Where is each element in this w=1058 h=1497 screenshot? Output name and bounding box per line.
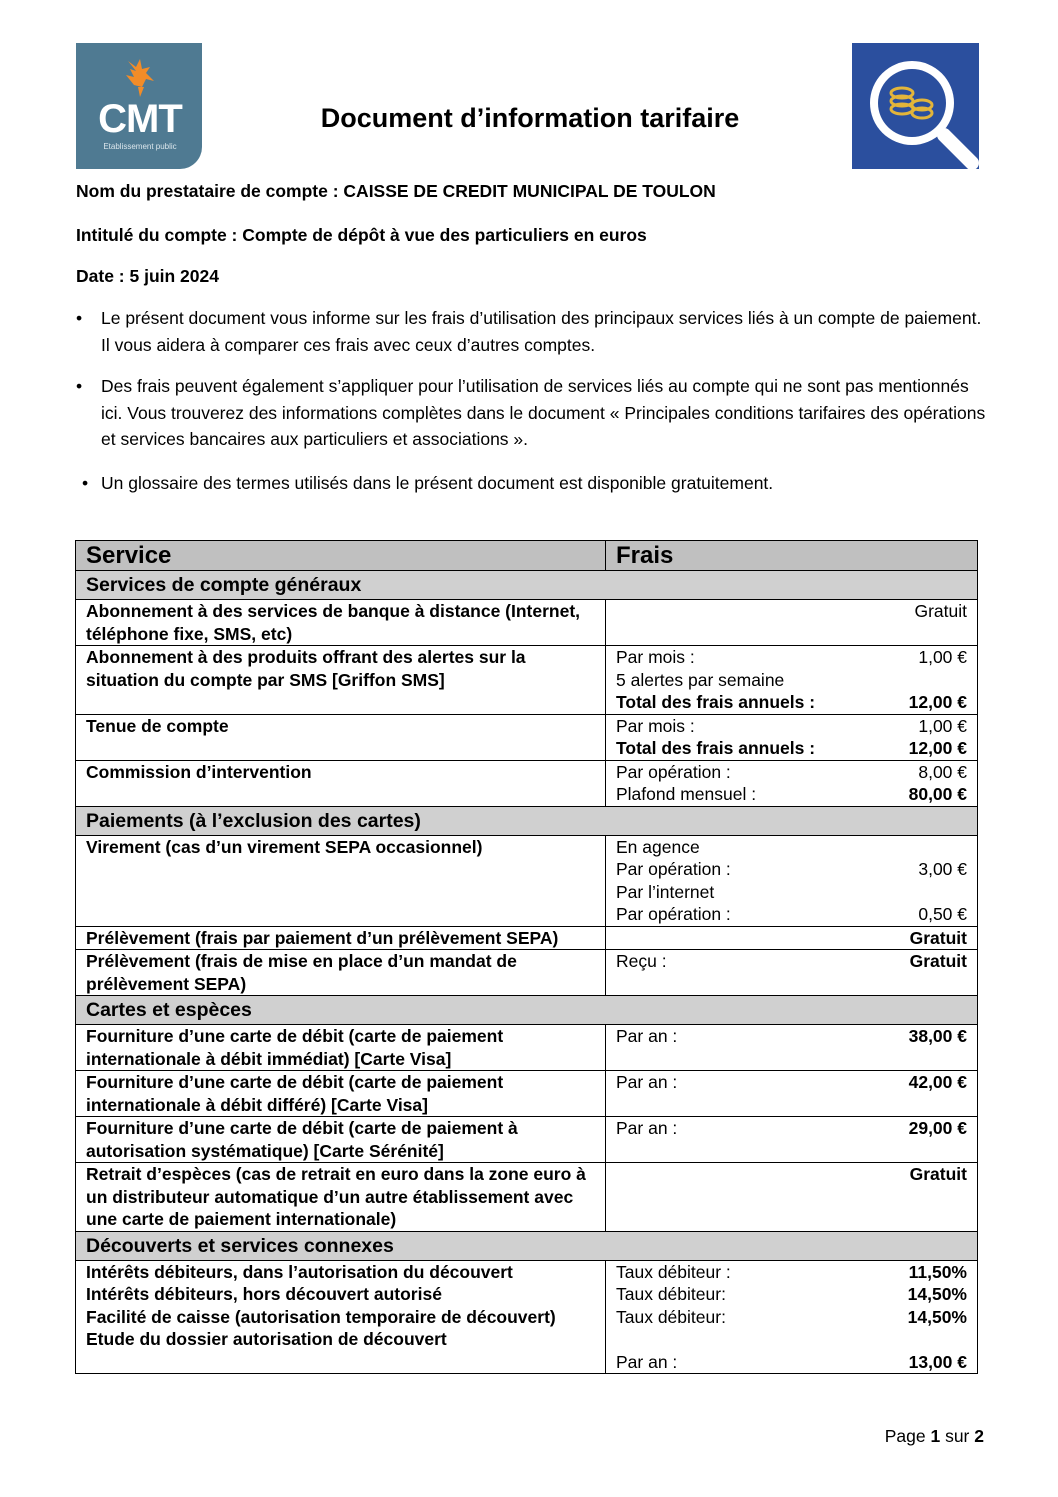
fee-label: Taux débiteur: (616, 1306, 726, 1327)
fee-value: Gratuit (909, 951, 967, 971)
table-row (76, 760, 978, 806)
fee-value: 0,50 € (918, 904, 967, 924)
of-word: sur (945, 1426, 970, 1446)
current-page: 1 (930, 1426, 941, 1446)
table-row (76, 646, 978, 715)
section-row (76, 806, 978, 835)
service-cell: Prélèvement (frais par paiement d’un prélèvement SEPA) (76, 926, 606, 950)
fee-cell: Gratuit (606, 1163, 978, 1232)
fee-value: 29,00 € (908, 1118, 967, 1138)
service-line: Etude du dossier autorisation de découvert (86, 1329, 447, 1349)
bullet-item (76, 470, 986, 497)
fee-value: 14,50% (907, 1306, 967, 1327)
service-cell: Virement (cas d’un virement SEPA occasionnel) (76, 835, 606, 926)
bullet-dot: • (76, 376, 83, 396)
fee-label: Par mois : (616, 647, 695, 667)
fee-cell (606, 950, 978, 996)
table-row (76, 1117, 978, 1163)
page-number (885, 1426, 984, 1447)
fee-value: 12,00 € (908, 692, 967, 712)
fee-label: Par l’internet (616, 881, 715, 902)
fee-label: Par an : (616, 1026, 678, 1046)
bullet-item (76, 305, 986, 358)
fee-value: 8,00 € (918, 761, 967, 782)
fee-cell (606, 1071, 978, 1117)
service-cell: Fourniture d’une carte de débit (carte de paiement internationale à débit immédiat) [Carte Visa] (76, 1025, 606, 1071)
fee-label: Taux débiteur: (616, 1284, 726, 1304)
fees-table (75, 540, 978, 1374)
service-cell: Abonnement à des produits offrant des alertes sur la situation du compte par SMS [Griffon SMS] (76, 646, 606, 715)
service-cell: Retrait d’espèces (cas de retrait en euro dans la zone euro à un distributeur automatique d’un autre établissement avec une carte de paiement internationale) (76, 1163, 606, 1232)
fee-value: 14,50% (907, 1284, 967, 1304)
bullet-item (76, 373, 986, 453)
service-cell: Fourniture d’une carte de débit (carte de paiement internationale à débit différé) [Carte Visa] (76, 1071, 606, 1117)
bullet-text: Un glossaire des termes utilisés dans le présent document est disponible gratuitement. (101, 473, 774, 493)
page-word: Page (884, 1426, 926, 1446)
fee-cell (606, 646, 978, 715)
section-row (76, 996, 978, 1025)
fee-label: Par opération : (616, 904, 731, 924)
magnifier-coins-icon (852, 43, 979, 169)
service-line: Intérêts débiteurs, dans l’autorisation du découvert (86, 1261, 513, 1282)
section-row (76, 571, 978, 600)
fee-cell: Gratuit (606, 926, 978, 950)
header-fees: Frais (606, 541, 978, 571)
fee-label: Par an : (616, 1351, 678, 1372)
cmt-logo (76, 43, 202, 169)
bullet-dot: • (82, 473, 89, 493)
fee-cell: Gratuit (606, 600, 978, 646)
service-cell: Tenue de compte (76, 714, 606, 760)
bullet-dot: • (76, 308, 83, 328)
fee-label: Par opération : (616, 761, 731, 782)
section-title: Paiements (à l’exclusion des cartes) (76, 806, 978, 835)
fee-label: Par opération : (616, 859, 731, 879)
section-title: Cartes et espèces (76, 996, 978, 1025)
bullet-text: Des frais peuvent également s’appliquer pour l’utilisation de services liés au compte qui ne sont pas mentionnés ici. Vous trouverez des informations complètes dans le document « Principales conditions tarifaires des opérations et services bancaires aux particuliers et associations ». (101, 376, 986, 449)
fee-label: Plafond mensuel : (616, 784, 757, 804)
fee-value: 13,00 € (908, 1351, 967, 1372)
fee-cell (606, 760, 978, 806)
griffin-icon (120, 57, 158, 99)
provider-name: Nom du prestataire de compte : CAISSE DE CREDIT MUNICIPAL DE TOULON (76, 181, 716, 201)
document-date: Date : 5 juin 2024 (76, 266, 219, 286)
service-cell (76, 1260, 606, 1374)
fee-label: Total des frais annuels : (616, 692, 816, 712)
section-title: Services de compte généraux (76, 571, 978, 600)
table-row (76, 950, 978, 996)
service-cell: Commission d’intervention (76, 760, 606, 806)
fee-cell (606, 835, 978, 926)
fee-value: 1,00 € (918, 647, 967, 667)
account-title: Intitulé du compte : Compte de dépôt à vue des particuliers en euros (76, 225, 647, 245)
fee-value: 1,00 € (918, 715, 967, 736)
table-row (76, 1025, 978, 1071)
table-row (76, 1163, 978, 1232)
fee-label: Total des frais annuels : (616, 738, 816, 758)
fee-label: Taux débiteur : (616, 1261, 731, 1282)
fee-label: Par mois : (616, 715, 695, 736)
table-row (76, 835, 978, 926)
fee-label: En agence (616, 836, 700, 857)
header-service: Service (76, 541, 606, 571)
table-row (76, 926, 978, 950)
fee-value: 3,00 € (918, 859, 967, 879)
fee-label: Reçu : (616, 951, 667, 971)
total-pages: 2 (974, 1426, 984, 1446)
service-line: Intérêts débiteurs, hors découvert autorisé (86, 1284, 442, 1304)
fee-value: 80,00 € (908, 784, 967, 804)
fee-value: 12,00 € (908, 738, 967, 758)
table-row (76, 600, 978, 646)
fee-cell (606, 714, 978, 760)
table-header-row (76, 541, 978, 571)
fee-cell (606, 1117, 978, 1163)
fee-value: 42,00 € (908, 1072, 967, 1092)
service-cell: Prélèvement (frais de mise en place d’un mandat de prélèvement SEPA) (76, 950, 606, 996)
fee-cell (606, 1025, 978, 1071)
table-row (76, 1071, 978, 1117)
section-row (76, 1231, 978, 1260)
fee-value: 11,50% (908, 1261, 967, 1282)
fee-label: 5 alertes par semaine (616, 669, 785, 690)
document-title: Document d’information tarifaire (320, 103, 740, 133)
cmt-logo-tagline: Etablissement public (103, 142, 177, 151)
service-cell: Abonnement à des services de banque à distance (Internet, téléphone fixe, SMS, etc) (76, 600, 606, 646)
section-title: Découverts et services connexes (76, 1231, 978, 1260)
spacer (616, 1328, 967, 1351)
cmt-logo-text: CMT (98, 97, 182, 141)
table-row (76, 1260, 978, 1374)
fee-label: Par an : (616, 1118, 678, 1138)
fee-label: Par an : (616, 1072, 678, 1092)
bullet-text: Le présent document vous informe sur les frais d’utilisation des principaux services liés à un compte de paiement. Il vous aidera à comparer ces frais avec ceux d’autres comptes. (101, 308, 982, 355)
fee-value: 38,00 € (908, 1026, 967, 1046)
service-cell: Fourniture d’une carte de débit (carte de paiement à autorisation systématique) [Carte Sérénité] (76, 1117, 606, 1163)
table-row (76, 714, 978, 760)
fee-cell (606, 1260, 978, 1374)
service-line: Facilité de caisse (autorisation temporaire de découvert) (86, 1306, 556, 1327)
